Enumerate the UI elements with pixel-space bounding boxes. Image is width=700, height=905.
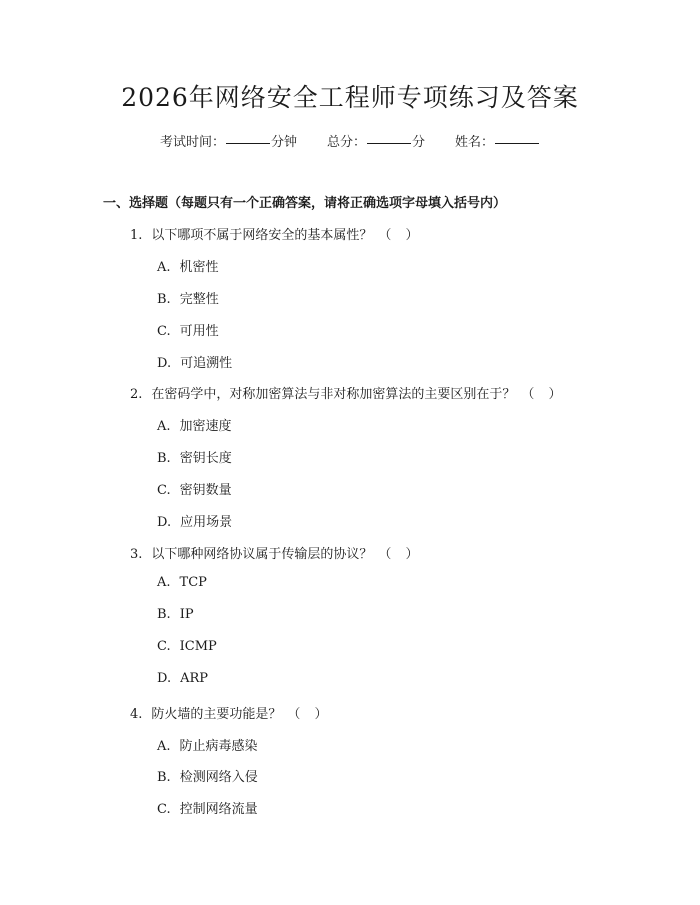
- option-4b: [157, 766, 258, 785]
- question-text: 以下哪项不属于网络安全的基本属性？: [151, 228, 373, 243]
- answer-paren-open: （: [521, 387, 535, 402]
- option-2d: [157, 511, 232, 530]
- option-2b: [157, 447, 232, 466]
- exam-time-field: [160, 131, 297, 150]
- option-text: ARP: [180, 671, 209, 686]
- option-letter: B.: [157, 607, 171, 622]
- question-number: 1.: [130, 228, 143, 243]
- question-number: 3.: [130, 547, 143, 562]
- section-heading: 一、选择题（每题只有一个正确答案，请将正确选项字母填入括号内）: [103, 196, 507, 211]
- answer-paren-open: （: [287, 707, 301, 722]
- option-text: 应用场景: [180, 515, 233, 530]
- answer-paren-open: （: [378, 547, 392, 562]
- exam-time-blank: [226, 143, 270, 144]
- option-1a: [157, 256, 219, 275]
- option-text: 机密性: [179, 260, 219, 275]
- option-4a: [157, 735, 258, 754]
- option-letter: B.: [157, 451, 171, 466]
- option-text: 密钥数量: [179, 483, 232, 498]
- option-letter: C.: [157, 639, 171, 654]
- question-1: [130, 224, 418, 243]
- question-2: [130, 383, 561, 402]
- option-letter: A.: [157, 739, 171, 754]
- option-letter: A.: [157, 260, 171, 275]
- option-text: 密钥长度: [179, 451, 232, 466]
- question-text: 在密码学中，对称加密算法与非对称加密算法的主要区别在于？: [151, 387, 516, 402]
- option-text: 可追溯性: [180, 356, 233, 371]
- option-letter: D.: [157, 671, 172, 686]
- exam-meta-row: [0, 131, 700, 150]
- option-letter: C.: [157, 483, 171, 498]
- answer-paren-close: ）: [405, 547, 419, 562]
- total-score-unit: 分: [412, 135, 426, 150]
- total-score-label: 总分：: [326, 135, 366, 150]
- option-text: 控制网络流量: [179, 802, 258, 817]
- total-score-blank: [367, 143, 411, 144]
- question-text: 防火墙的主要功能是？: [151, 707, 282, 722]
- option-3d: [157, 671, 208, 686]
- name-blank: [495, 143, 539, 144]
- total-score-field: [327, 131, 425, 150]
- option-text: 完整性: [179, 292, 219, 307]
- option-text: 可用性: [179, 324, 219, 339]
- option-1c: [157, 320, 219, 339]
- option-letter: D.: [157, 515, 172, 530]
- option-4c: [157, 798, 258, 817]
- option-text: TCP: [179, 575, 207, 590]
- option-letter: A.: [157, 419, 171, 434]
- option-3a: [157, 575, 207, 590]
- question-4: [130, 703, 327, 722]
- option-letter: D.: [157, 356, 172, 371]
- option-text: 防止病毒感染: [179, 739, 258, 754]
- option-text: ICMP: [179, 639, 217, 654]
- answer-paren-close: ）: [314, 707, 328, 722]
- question-number: 4.: [130, 707, 143, 722]
- option-letter: C.: [157, 324, 171, 339]
- option-3c: [157, 639, 217, 654]
- answer-paren-close: ）: [548, 387, 562, 402]
- name-field: [455, 131, 540, 150]
- name-label: 姓名：: [455, 135, 495, 150]
- option-text: 检测网络入侵: [179, 770, 258, 785]
- option-2a: [157, 415, 232, 434]
- option-2c: [157, 479, 232, 498]
- exam-time-unit: 分钟: [270, 135, 297, 150]
- option-text: 加密速度: [179, 419, 232, 434]
- option-letter: B.: [157, 292, 171, 307]
- option-text: IP: [179, 607, 194, 622]
- question-3: [130, 543, 418, 562]
- option-1d: [157, 352, 232, 371]
- question-number: 2.: [130, 387, 143, 402]
- answer-paren-open: （: [378, 228, 392, 243]
- answer-paren-close: ）: [405, 228, 419, 243]
- option-letter: A.: [157, 575, 171, 590]
- page-title: 2026年网络安全工程师专项练习及答案: [121, 83, 579, 112]
- question-text: 以下哪种网络协议属于传输层的协议？: [151, 547, 373, 562]
- option-letter: C.: [157, 802, 171, 817]
- exam-time-label: 考试时间：: [159, 135, 225, 150]
- option-3b: [157, 607, 194, 622]
- option-letter: B.: [157, 770, 171, 785]
- option-1b: [157, 288, 219, 307]
